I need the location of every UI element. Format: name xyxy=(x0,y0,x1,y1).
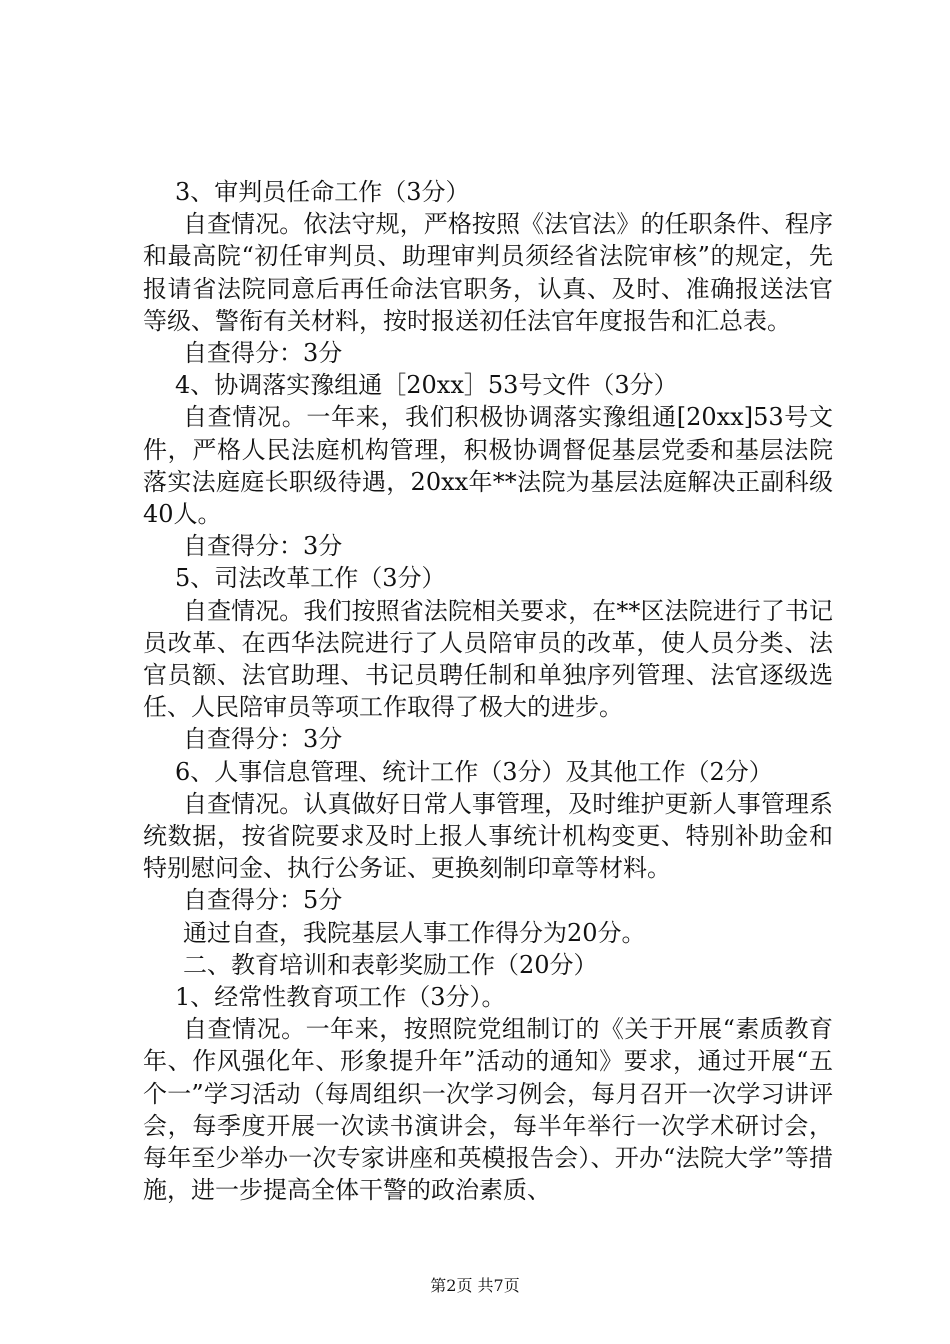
section-heading-2-1: 1、经常性教育项工作（3分）。 xyxy=(175,983,506,1012)
score-line-5: 自查得分：3分 xyxy=(183,725,343,754)
section-heading-3: 3、审判员任命工作（3分） xyxy=(175,178,470,206)
section-heading-5: 5、司法改革工作（3分） xyxy=(175,564,446,593)
paragraph-self-check-5: 自查情况。我们按照省法院相关要求，在**区法院进行了书记员改革、在西华法院进行了人员陪审员的改革，使人员分类、法官员额、法官助理、书记员聘任制和单独序列管理、法官逐级选任、人民陪审员等项工作取得了极大的进步。 xyxy=(143,596,833,722)
paragraph-self-check-3: 自查情况。依法守规，严格按照《法官法》的任职条件、程序和最高院“初任审判员、助理审判员须经省法院审核”的规定，先报请省法院同意后再任命法官职务，认真、及时、准确报送法官等级、警衔有关材料，按时报送初任法官年度报告和汇总表。 xyxy=(143,210,833,335)
paragraph-self-check-4: 自查情况。一年来，我们积极协调落实豫组通[20xx]53号文件，严格人民法庭机构管理，积极协调督促基层党委和基层法院落实法庭庭长职级待遇，20xx年**法院为基层法庭解决正副科级40人。 xyxy=(143,403,833,529)
section-heading-4: 4、协调落实豫组通［20xx］53号文件（3分） xyxy=(175,371,678,400)
paragraph-self-check-6: 自查情况。认真做好日常人事管理，及时维护更新人事管理系统数据，按省院要求及时上报人事统计机构变更、特别补助金和特别慰问金、执行公务证、更换刻制印章等材料。 xyxy=(143,789,833,883)
chapter-heading-2: 二、教育培训和表彰奖励工作（20分） xyxy=(183,950,598,979)
document-body xyxy=(143,176,833,1207)
score-line-6: 自查得分：5分 xyxy=(183,886,343,915)
section-heading-6: 6、人事信息管理、统计工作（3分）及其他工作（2分） xyxy=(175,757,773,786)
paragraph-self-check-2-1: 自查情况。一年来，按照院党组制订的《关于开展“素质教育年、作风强化年、形象提升年”活动的通知》要求，通过开展“五个一”学习活动（每周组织一次学习例会，每月召开一次学习讲评会，每季度开展一次读书演讲会，每半年举行一次学术研讨会，每年至少举办一次专家讲座和英模报告会）、开办“法院大学”等措施，进一步提高全体干警的政治素质、 xyxy=(143,1015,833,1205)
page-footer: 第2页 共7页 xyxy=(430,1276,520,1295)
summary-line: 通过自查，我院基层人事工作得分为20分。 xyxy=(183,918,646,947)
score-line-4: 自查得分：3分 xyxy=(183,532,343,561)
score-line-3: 自查得分：3分 xyxy=(183,339,343,368)
